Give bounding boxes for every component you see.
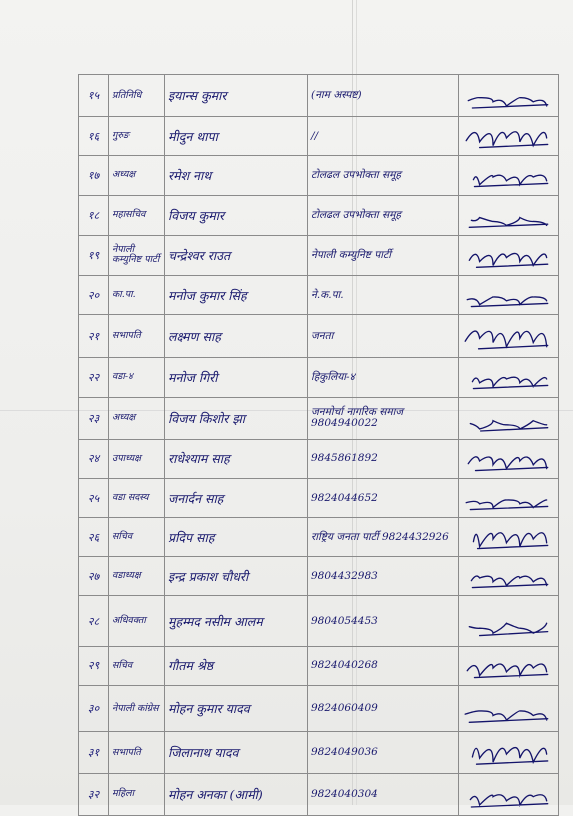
- contact-cell: 9824049036: [308, 732, 459, 773]
- organization-cell: गुरुङ: [109, 117, 165, 156]
- organization-cell: सभापति: [109, 315, 165, 358]
- serial-number: १८: [79, 195, 109, 235]
- table-row: [79, 358, 559, 397]
- serial-number: २१: [79, 315, 109, 358]
- contact-cell: ने.क.पा.: [308, 275, 459, 314]
- contact-cell: टोलढल उपभोक्ता समूह: [308, 156, 459, 195]
- contact-cell: 9804054453: [308, 596, 459, 647]
- serial-number: ३१: [79, 732, 109, 773]
- contact-cell: जनता: [308, 315, 459, 358]
- signature: [459, 686, 559, 732]
- organization-cell: नेपाली कम्युनिष्ट पार्टी: [109, 235, 165, 275]
- name-cell: मोहन अनका (आमी): [165, 773, 308, 815]
- organization-cell: प्रतिनिधि: [109, 75, 165, 117]
- attendance-table: [78, 74, 559, 816]
- name-cell: मनोज कुमार सिंह: [165, 275, 308, 314]
- name-cell: चन्द्रेश्वर राउत: [165, 235, 308, 275]
- table-body: [79, 75, 559, 816]
- name-cell: जनार्दन साह: [165, 478, 308, 517]
- contact-cell: 9845861892: [308, 439, 459, 478]
- name-cell: गौतम श्रेष्ठ: [165, 646, 308, 685]
- name-cell: राधेश्याम साह: [165, 439, 308, 478]
- organization-cell: नेपाली कांग्रेस: [109, 686, 165, 732]
- signature: [459, 773, 559, 815]
- signature: [459, 235, 559, 275]
- table-row: [79, 478, 559, 517]
- table-row: [79, 75, 559, 117]
- name-cell: विजय कुमार: [165, 195, 308, 235]
- contact-cell: (नाम अस्पष्ट): [308, 75, 459, 117]
- contact-cell: 9824040304: [308, 773, 459, 815]
- table-row: [79, 732, 559, 773]
- organization-cell: अध्यक्ष: [109, 156, 165, 195]
- signature: [459, 117, 559, 156]
- name-cell: प्रदिप साह: [165, 518, 308, 557]
- serial-number: १७: [79, 156, 109, 195]
- table-row: [79, 315, 559, 358]
- organization-cell: सचिव: [109, 646, 165, 685]
- table-row: [79, 117, 559, 156]
- table-row: [79, 275, 559, 314]
- name-cell: लक्ष्मण साह: [165, 315, 308, 358]
- table-row: [79, 686, 559, 732]
- signature: [459, 478, 559, 517]
- serial-number: २२: [79, 358, 109, 397]
- table-row: [79, 195, 559, 235]
- name-cell: इन्द्र प्रकाश चौधरी: [165, 557, 308, 596]
- signature: [459, 439, 559, 478]
- serial-number: २९: [79, 646, 109, 685]
- signature: [459, 646, 559, 685]
- contact-cell: राष्ट्रिय जनता पार्टी 9824432926: [308, 518, 459, 557]
- serial-number: २५: [79, 478, 109, 517]
- signature: [459, 397, 559, 439]
- name-cell: मुहम्मद नसीम आलम: [165, 596, 308, 647]
- contact-cell: हिकुलिया-४: [308, 358, 459, 397]
- signature: [459, 315, 559, 358]
- table-row: [79, 773, 559, 815]
- contact-cell: टोलढल उपभोक्ता समूह: [308, 195, 459, 235]
- name-cell: मीदुन थापा: [165, 117, 308, 156]
- contact-cell: 9824044652: [308, 478, 459, 517]
- signature: [459, 557, 559, 596]
- table-row: [79, 557, 559, 596]
- name-cell: रमेश नाथ: [165, 156, 308, 195]
- organization-cell: सभापति: [109, 732, 165, 773]
- contact-cell: 9824060409: [308, 686, 459, 732]
- table-row: [79, 439, 559, 478]
- contact-cell: //: [308, 117, 459, 156]
- serial-number: १६: [79, 117, 109, 156]
- signature: [459, 195, 559, 235]
- contact-cell: जनमोर्चा नागरिक समाज 9804940022: [308, 397, 459, 439]
- organization-cell: महिला: [109, 773, 165, 815]
- serial-number: १९: [79, 235, 109, 275]
- name-cell: विजय किशोर झा: [165, 397, 308, 439]
- serial-number: १५: [79, 75, 109, 117]
- signature: [459, 75, 559, 117]
- name-cell: इयान्स कुमार: [165, 75, 308, 117]
- organization-cell: का.पा.: [109, 275, 165, 314]
- contact-cell: नेपाली कम्युनिष्ट पार्टी: [308, 235, 459, 275]
- serial-number: ३०: [79, 686, 109, 732]
- contact-cell: 9824040268: [308, 646, 459, 685]
- serial-number: २०: [79, 275, 109, 314]
- serial-number: २४: [79, 439, 109, 478]
- organization-cell: सचिव: [109, 518, 165, 557]
- signature: [459, 275, 559, 314]
- signature: [459, 518, 559, 557]
- table-row: [79, 596, 559, 647]
- organization-cell: अध्यक्ष: [109, 397, 165, 439]
- contact-cell: 9804432983: [308, 557, 459, 596]
- serial-number: २८: [79, 596, 109, 647]
- organization-cell: अधिवक्ता: [109, 596, 165, 647]
- table-row: [79, 518, 559, 557]
- serial-number: ३२: [79, 773, 109, 815]
- organization-cell: उपाध्यक्ष: [109, 439, 165, 478]
- table-row: [79, 156, 559, 195]
- name-cell: जिलानाथ यादव: [165, 732, 308, 773]
- organization-cell: वडा सदस्य: [109, 478, 165, 517]
- signature: [459, 732, 559, 773]
- serial-number: २३: [79, 397, 109, 439]
- serial-number: २६: [79, 518, 109, 557]
- serial-number: २७: [79, 557, 109, 596]
- name-cell: मनोज गिरी: [165, 358, 308, 397]
- table-row: [79, 235, 559, 275]
- organization-cell: वडाध्यक्ष: [109, 557, 165, 596]
- signature: [459, 156, 559, 195]
- table-row: [79, 646, 559, 685]
- signature: [459, 358, 559, 397]
- organization-cell: वडा-४: [109, 358, 165, 397]
- name-cell: मोहन कुमार यादव: [165, 686, 308, 732]
- signature: [459, 596, 559, 647]
- organization-cell: महासचिव: [109, 195, 165, 235]
- table-row: [79, 397, 559, 439]
